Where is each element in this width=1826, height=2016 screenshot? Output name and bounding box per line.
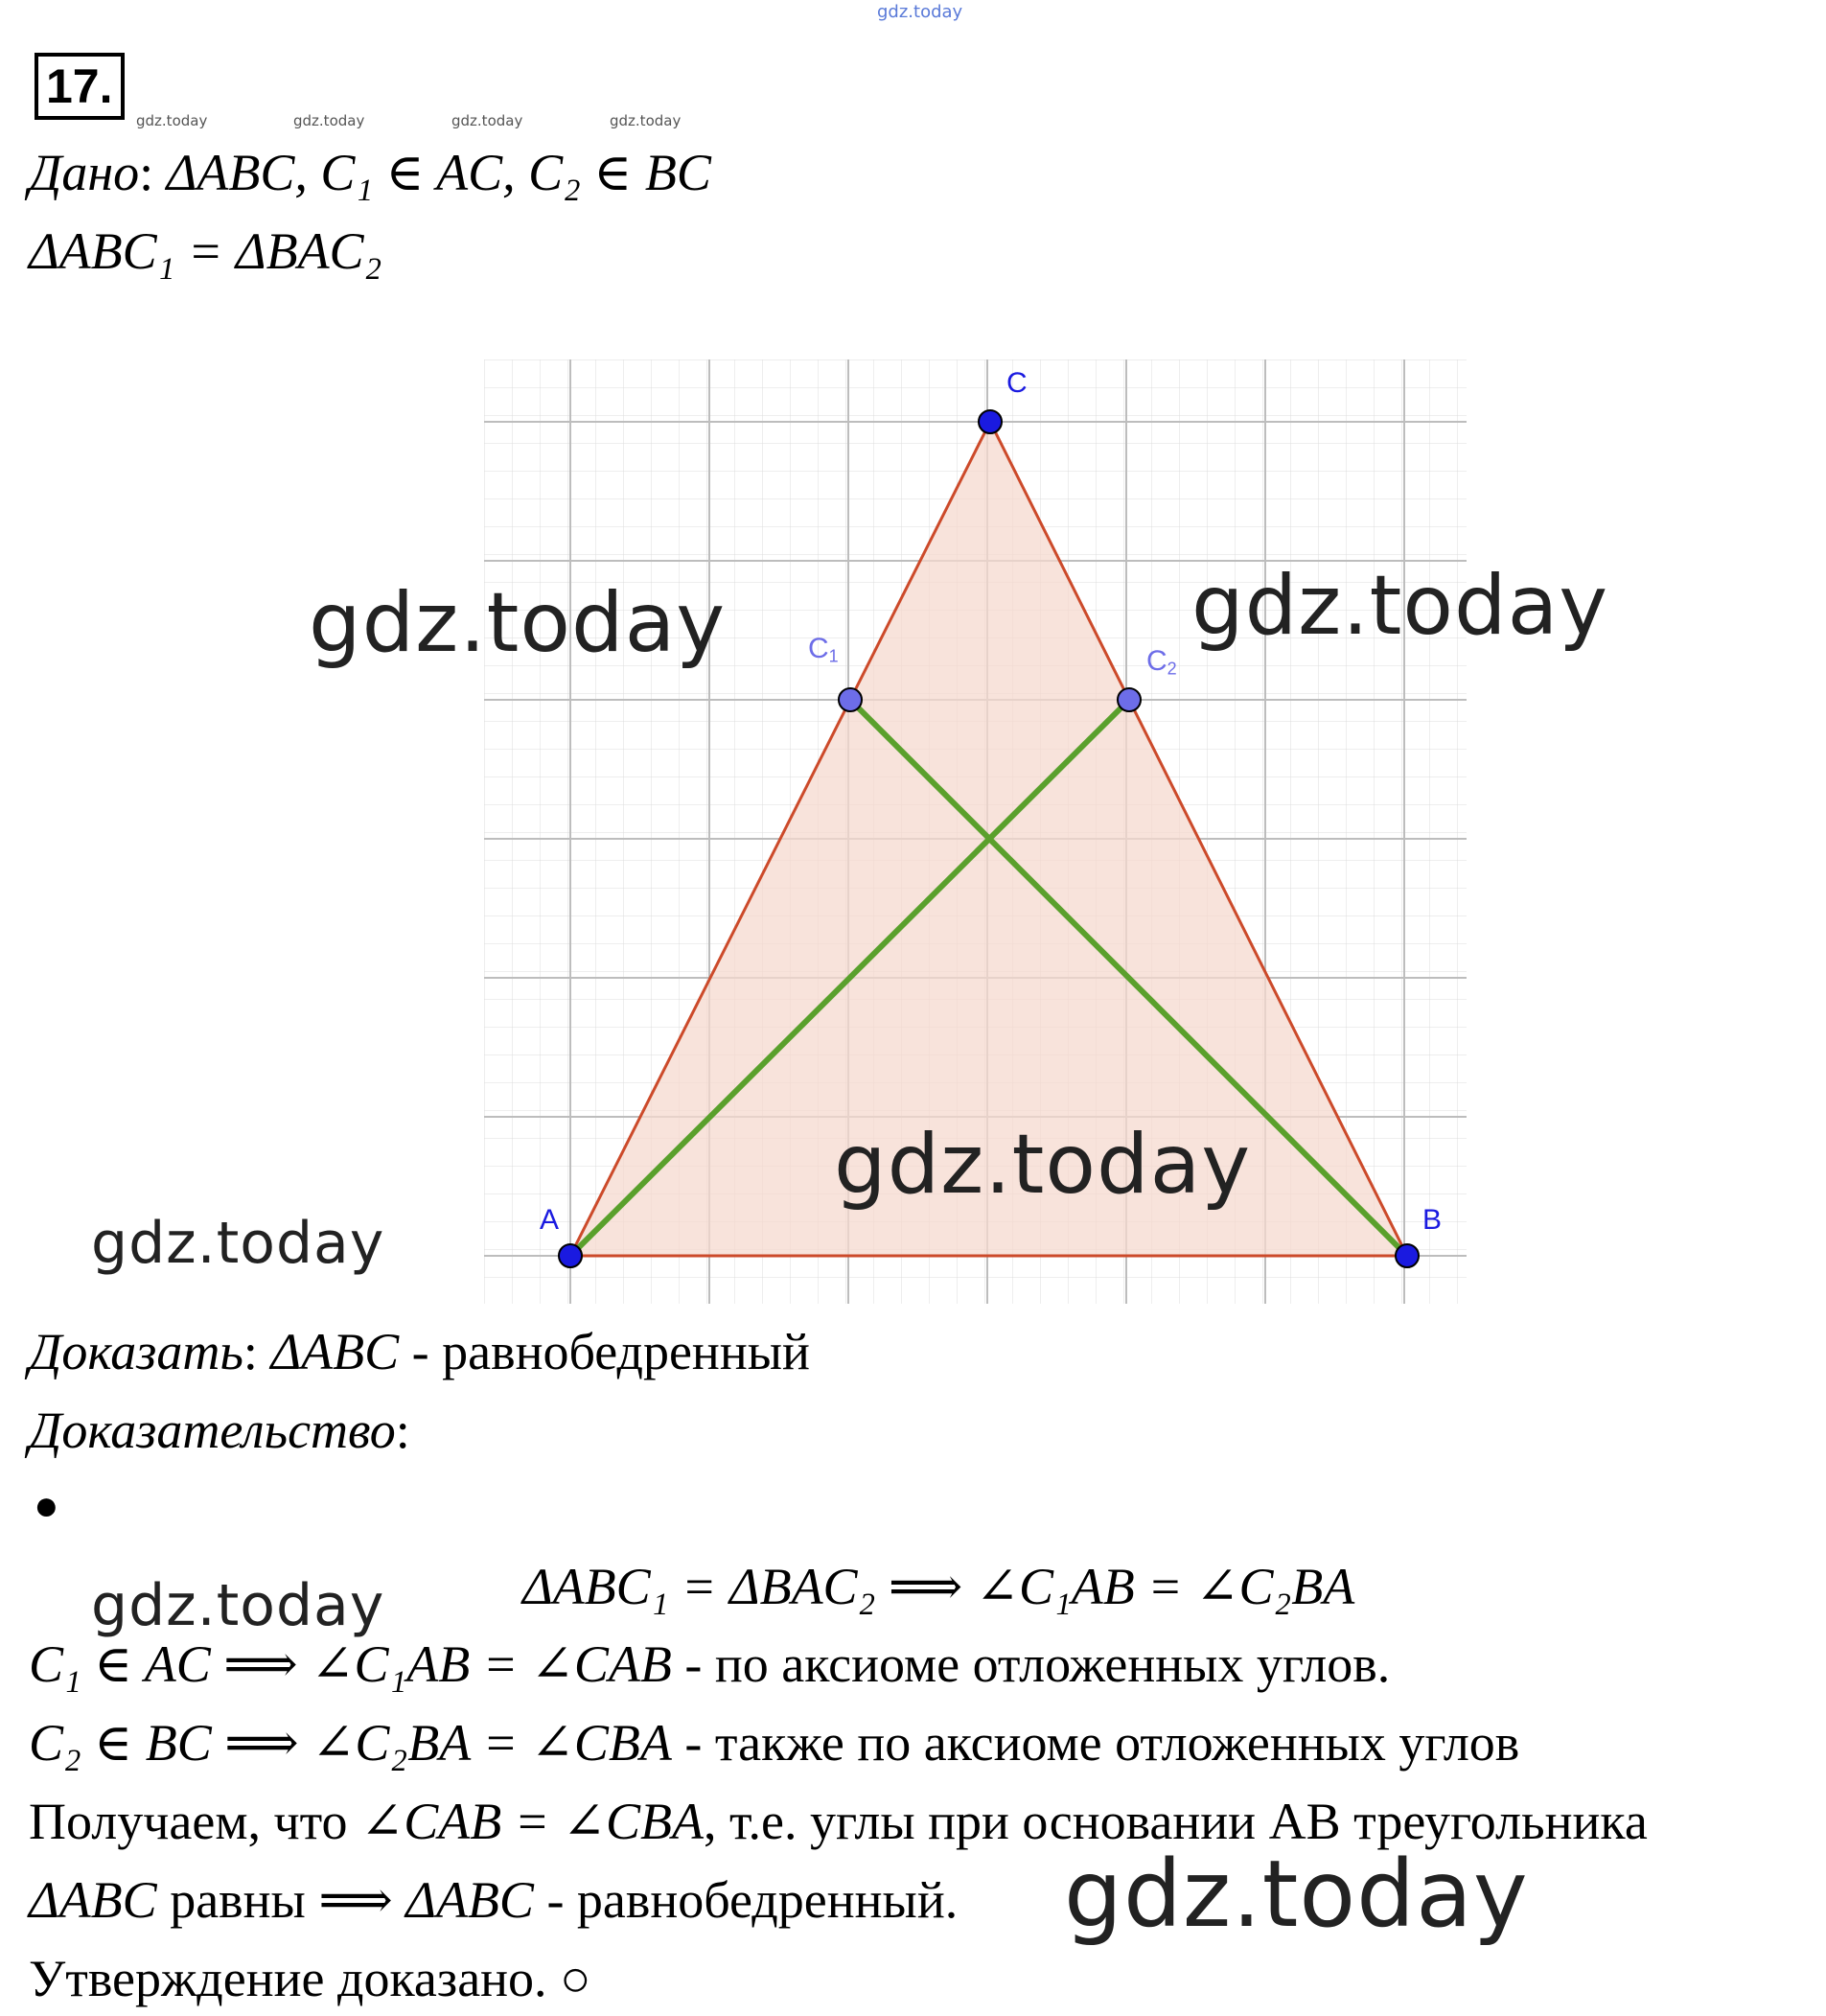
proof-line-2-math: C₁ ∈ AC ⟹ ∠C₁AB = ∠CAB — [29, 1635, 672, 1693]
proof-line-3-math: C₂ ∈ BC ⟹ ∠C₂BA = ∠CBA — [29, 1714, 672, 1772]
proof-line-5-math-2: ΔABC — [405, 1871, 534, 1929]
prove-statement: ΔABC — [270, 1323, 400, 1380]
prove-result: - равнобедренный — [411, 1323, 810, 1380]
proof-line-4-math: ∠CAB = ∠CBA — [360, 1793, 704, 1850]
watermark-2: gdz.today — [1191, 558, 1609, 654]
label-a: A — [540, 1204, 560, 1236]
proof-line-5-a: равны ⟹ — [156, 1871, 406, 1929]
point-c2 — [1118, 688, 1141, 711]
proof-line-4 — [29, 1793, 1648, 1850]
proof-line-5-b: - равнобедренный. — [533, 1871, 959, 1929]
point-a — [559, 1244, 582, 1267]
prove-line: Доказать: ΔABC - равнобедренный — [29, 1323, 810, 1380]
point-b — [1396, 1244, 1419, 1267]
top-watermark: gdz.today — [877, 2, 963, 22]
point-c — [979, 410, 1002, 433]
proof-line-3-text: - также по аксиоме отложенных углов — [671, 1714, 1520, 1772]
label-b: B — [1422, 1204, 1443, 1236]
label-c2-sub: 2 — [1167, 659, 1177, 679]
label-c1-letter: C — [808, 633, 829, 664]
proof-line-4-b: , т.е. углы при основании АВ треугольника — [703, 1793, 1648, 1850]
proof-heading: Доказательство: — [29, 1402, 410, 1459]
given-label: Дано — [29, 144, 140, 201]
label-c1 — [808, 633, 839, 667]
small-watermark-1: gdz.today — [136, 112, 208, 129]
label-c2-letter: C — [1146, 645, 1167, 677]
point-c1 — [839, 688, 862, 711]
small-watermark-3: gdz.today — [451, 112, 523, 129]
watermark-3: gdz.today — [834, 1117, 1252, 1213]
proof-label: Доказательство — [29, 1402, 396, 1459]
proof-line-3 — [29, 1714, 1519, 1772]
given-expression-1: ΔABC, C₁ ∈ AC, C₂ ∈ BC — [166, 144, 711, 201]
proof-line-2 — [29, 1635, 1390, 1693]
problem-number: 17. — [35, 53, 125, 120]
proof-conclusion: Утверждение доказано. ○ — [29, 1950, 591, 2007]
proof-line-2-text: - по аксиоме отложенных углов. — [671, 1635, 1391, 1693]
proof-line-5-math-1: ΔABC — [29, 1871, 157, 1929]
small-watermark-2: gdz.today — [293, 112, 365, 129]
proof-line-5 — [29, 1871, 958, 1929]
watermark-4: gdz.today — [91, 1210, 385, 1277]
label-c2 — [1146, 645, 1177, 680]
given-line-2: ΔABC₁ = ΔBAC₂ — [29, 222, 382, 280]
label-c: C — [1006, 367, 1028, 399]
proof-line-4-a: Получаем, что — [29, 1793, 361, 1850]
prove-label: Доказать — [29, 1323, 243, 1380]
given-line-1: Дано: ΔABC, C₁ ∈ AC, C₂ ∈ BC — [29, 144, 711, 201]
watermark-6: gdz.today — [1064, 1841, 1529, 1948]
watermark-1: gdz.today — [309, 575, 727, 671]
proof-bullet: ● — [34, 1482, 59, 1529]
small-watermark-4: gdz.today — [610, 112, 682, 129]
watermark-5: gdz.today — [91, 1572, 385, 1639]
proof-equation-1: ΔABC₁ = ΔBAC₂ ⟹ ∠C₁AB = ∠C₂BA — [522, 1558, 1355, 1615]
label-c1-sub: 1 — [828, 646, 839, 666]
